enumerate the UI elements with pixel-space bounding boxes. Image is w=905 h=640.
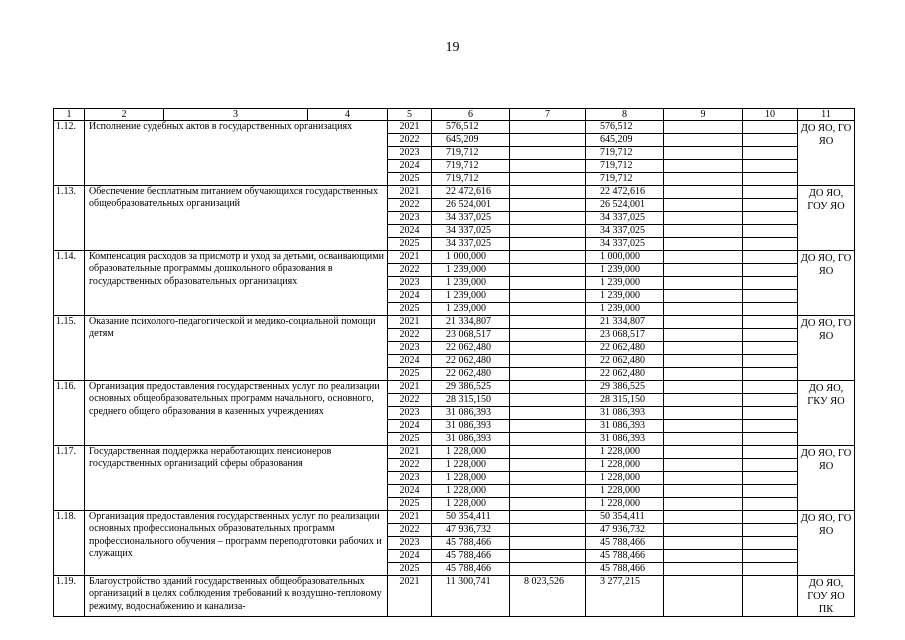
empty-cell-9	[664, 316, 743, 329]
item-name: Обеспечение бесплатным питанием обучающихся государственных общеобразовательных организаций	[85, 186, 388, 251]
regional-cell: 22 472,616	[586, 186, 664, 199]
regional-cell: 1 228,000	[586, 498, 664, 511]
empty-cell-10	[743, 420, 798, 433]
federal-cell	[510, 199, 586, 212]
header-cell: 7	[510, 109, 586, 121]
empty-cell-10	[743, 355, 798, 368]
empty-cell-10	[743, 511, 798, 524]
empty-cell-9	[664, 394, 743, 407]
empty-cell-9	[664, 303, 743, 316]
regional-cell: 31 086,393	[586, 433, 664, 446]
empty-cell-10	[743, 576, 798, 617]
year-cell: 2023	[388, 277, 432, 290]
item-number: 1.12.	[54, 121, 85, 186]
empty-cell-10	[743, 173, 798, 186]
year-cell: 2022	[388, 459, 432, 472]
total-cell: 1 239,000	[432, 277, 510, 290]
total-cell: 45 788,466	[432, 550, 510, 563]
regional-cell: 3 277,215	[586, 576, 664, 617]
regional-cell: 21 334,807	[586, 316, 664, 329]
year-cell: 2024	[388, 355, 432, 368]
empty-cell-9	[664, 329, 743, 342]
empty-cell-10	[743, 251, 798, 264]
regional-cell: 31 086,393	[586, 407, 664, 420]
total-cell: 1 228,000	[432, 459, 510, 472]
header-cell: 8	[586, 109, 664, 121]
federal-cell	[510, 563, 586, 576]
regional-cell: 1 000,000	[586, 251, 664, 264]
responsible-cell: ДО ЯО, ГО ЯО	[798, 121, 855, 186]
year-cell: 2025	[388, 173, 432, 186]
year-cell: 2023	[388, 342, 432, 355]
empty-cell-10	[743, 329, 798, 342]
federal-cell	[510, 446, 586, 459]
federal-cell	[510, 394, 586, 407]
regional-cell: 1 228,000	[586, 472, 664, 485]
total-cell: 31 086,393	[432, 420, 510, 433]
regional-cell: 45 788,466	[586, 550, 664, 563]
total-cell: 22 472,616	[432, 186, 510, 199]
regional-cell: 22 062,480	[586, 368, 664, 381]
year-cell: 2023	[388, 147, 432, 160]
empty-cell-10	[743, 407, 798, 420]
regional-cell: 47 936,732	[586, 524, 664, 537]
item-name: Компенсация расходов за присмотр и уход за детьми, осваивающими образовательные программы дошкольного образования в государственных образовательных организациях	[85, 251, 388, 316]
responsible-cell: ДО ЯО, ГО ЯО	[798, 511, 855, 576]
header-cell: 6	[432, 109, 510, 121]
regional-cell: 719,712	[586, 160, 664, 173]
total-cell: 576,512	[432, 121, 510, 134]
empty-cell-9	[664, 433, 743, 446]
header-row	[54, 109, 855, 121]
empty-cell-9	[664, 420, 743, 433]
federal-cell	[510, 381, 586, 394]
year-cell: 2021	[388, 511, 432, 524]
budget-table	[53, 108, 855, 617]
empty-cell-10	[743, 160, 798, 173]
item-name: Оказание психолого-педагогической и медико-социальной помощи детям	[85, 316, 388, 381]
table-row	[54, 251, 855, 264]
total-cell: 31 086,393	[432, 407, 510, 420]
empty-cell-9	[664, 173, 743, 186]
empty-cell-10	[743, 368, 798, 381]
year-cell: 2022	[388, 329, 432, 342]
item-name: Организация предоставления государственных услуг по реализации основных общеобразовательных программ начального, основного, среднего общего образования в казенных учреждениях	[85, 381, 388, 446]
federal-cell	[510, 550, 586, 563]
year-cell: 2023	[388, 407, 432, 420]
table-row	[54, 511, 855, 524]
year-cell: 2025	[388, 433, 432, 446]
empty-cell-9	[664, 238, 743, 251]
regional-cell: 1 228,000	[586, 485, 664, 498]
regional-cell: 50 354,411	[586, 511, 664, 524]
item-number: 1.13.	[54, 186, 85, 251]
total-cell: 1 228,000	[432, 472, 510, 485]
empty-cell-9	[664, 550, 743, 563]
year-cell: 2024	[388, 420, 432, 433]
empty-cell-10	[743, 498, 798, 511]
federal-cell	[510, 524, 586, 537]
total-cell: 719,712	[432, 173, 510, 186]
year-cell: 2024	[388, 225, 432, 238]
federal-cell	[510, 238, 586, 251]
federal-cell	[510, 121, 586, 134]
year-cell: 2022	[388, 199, 432, 212]
empty-cell-10	[743, 277, 798, 290]
year-cell: 2021	[388, 381, 432, 394]
empty-cell-9	[664, 277, 743, 290]
empty-cell-9	[664, 407, 743, 420]
empty-cell-9	[664, 446, 743, 459]
item-number: 1.18.	[54, 511, 85, 576]
empty-cell-9	[664, 563, 743, 576]
regional-cell: 1 228,000	[586, 446, 664, 459]
header-cell: 11	[798, 109, 855, 121]
federal-cell	[510, 472, 586, 485]
year-cell: 2021	[388, 251, 432, 264]
total-cell: 22 062,480	[432, 368, 510, 381]
responsible-cell: ДО ЯО, ГКУ ЯО	[798, 381, 855, 446]
total-cell: 719,712	[432, 147, 510, 160]
empty-cell-10	[743, 238, 798, 251]
year-cell: 2025	[388, 303, 432, 316]
page-number: 19	[445, 40, 460, 55]
empty-cell-10	[743, 121, 798, 134]
year-cell: 2025	[388, 563, 432, 576]
responsible-cell: ДО ЯО, ГО ЯО	[798, 251, 855, 316]
responsible-cell: ДО ЯО, ГО ЯО	[798, 446, 855, 511]
regional-cell: 1 239,000	[586, 303, 664, 316]
federal-cell	[510, 173, 586, 186]
empty-cell-9	[664, 225, 743, 238]
total-cell: 26 524,001	[432, 199, 510, 212]
year-cell: 2023	[388, 537, 432, 550]
empty-cell-9	[664, 511, 743, 524]
year-cell: 2024	[388, 160, 432, 173]
federal-cell	[510, 485, 586, 498]
empty-cell-10	[743, 472, 798, 485]
year-cell: 2022	[388, 524, 432, 537]
empty-cell-10	[743, 290, 798, 303]
empty-cell-10	[743, 381, 798, 394]
empty-cell-9	[664, 264, 743, 277]
table-row	[54, 186, 855, 199]
empty-cell-9	[664, 576, 743, 617]
year-cell: 2021	[388, 576, 432, 617]
regional-cell: 1 239,000	[586, 264, 664, 277]
empty-cell-9	[664, 199, 743, 212]
header-cell: 1	[54, 109, 85, 121]
federal-cell	[510, 368, 586, 381]
federal-cell	[510, 329, 586, 342]
item-number: 1.14.	[54, 251, 85, 316]
empty-cell-10	[743, 550, 798, 563]
responsible-cell: ДО ЯО, ГОУ ЯО ПК	[798, 576, 855, 617]
federal-cell	[510, 355, 586, 368]
federal-cell	[510, 290, 586, 303]
empty-cell-9	[664, 290, 743, 303]
federal-cell	[510, 160, 586, 173]
empty-cell-9	[664, 342, 743, 355]
regional-cell: 1 239,000	[586, 290, 664, 303]
federal-cell	[510, 212, 586, 225]
total-cell: 1 228,000	[432, 485, 510, 498]
empty-cell-9	[664, 459, 743, 472]
table-row	[54, 576, 855, 617]
item-name: Исполнение судебных актов в государственных организациях	[85, 121, 388, 186]
regional-cell: 645,209	[586, 134, 664, 147]
total-cell: 1 228,000	[432, 498, 510, 511]
empty-cell-10	[743, 199, 798, 212]
year-cell: 2021	[388, 446, 432, 459]
total-cell: 45 788,466	[432, 563, 510, 576]
empty-cell-10	[743, 264, 798, 277]
federal-cell	[510, 342, 586, 355]
empty-cell-10	[743, 485, 798, 498]
empty-cell-9	[664, 121, 743, 134]
table-row	[54, 316, 855, 329]
total-cell: 28 315,150	[432, 394, 510, 407]
empty-cell-10	[743, 147, 798, 160]
empty-cell-9	[664, 472, 743, 485]
federal-cell	[510, 433, 586, 446]
empty-cell-10	[743, 459, 798, 472]
regional-cell: 23 068,517	[586, 329, 664, 342]
year-cell: 2021	[388, 316, 432, 329]
header-cell: 4	[308, 109, 388, 121]
total-cell: 11 300,741	[432, 576, 510, 617]
total-cell: 719,712	[432, 160, 510, 173]
header-cell: 9	[664, 109, 743, 121]
empty-cell-9	[664, 381, 743, 394]
empty-cell-9	[664, 186, 743, 199]
year-cell: 2023	[388, 212, 432, 225]
year-cell: 2025	[388, 368, 432, 381]
year-cell: 2024	[388, 290, 432, 303]
item-name: Государственная поддержка неработающих пенсионеров государственных организаций сферы образования	[85, 446, 388, 511]
empty-cell-9	[664, 251, 743, 264]
empty-cell-9	[664, 147, 743, 160]
empty-cell-9	[664, 498, 743, 511]
total-cell: 45 788,466	[432, 537, 510, 550]
empty-cell-10	[743, 433, 798, 446]
federal-cell	[510, 420, 586, 433]
empty-cell-9	[664, 537, 743, 550]
empty-cell-9	[664, 134, 743, 147]
regional-cell: 22 062,480	[586, 355, 664, 368]
item-number: 1.17.	[54, 446, 85, 511]
table-row	[54, 121, 855, 134]
federal-cell	[510, 225, 586, 238]
total-cell: 34 337,025	[432, 238, 510, 251]
regional-cell: 719,712	[586, 173, 664, 186]
federal-cell	[510, 407, 586, 420]
year-cell: 2024	[388, 550, 432, 563]
total-cell: 1 239,000	[432, 264, 510, 277]
empty-cell-10	[743, 537, 798, 550]
total-cell: 21 334,807	[432, 316, 510, 329]
item-number: 1.15.	[54, 316, 85, 381]
federal-cell	[510, 147, 586, 160]
federal-cell	[510, 264, 586, 277]
federal-cell	[510, 134, 586, 147]
regional-cell: 29 386,525	[586, 381, 664, 394]
header-cell: 5	[388, 109, 432, 121]
federal-cell	[510, 459, 586, 472]
regional-cell: 45 788,466	[586, 563, 664, 576]
regional-cell: 576,512	[586, 121, 664, 134]
header-cell: 3	[164, 109, 308, 121]
total-cell: 22 062,480	[432, 355, 510, 368]
year-cell: 2021	[388, 186, 432, 199]
regional-cell: 719,712	[586, 147, 664, 160]
regional-cell: 31 086,393	[586, 420, 664, 433]
item-number: 1.19.	[54, 576, 85, 617]
item-name: Благоустройство зданий государственных общеобразовательных организаций в целях соблюдения требований к воздушно-тепловому режиму, водоснабжению и канализа-	[85, 576, 388, 617]
federal-cell	[510, 186, 586, 199]
empty-cell-10	[743, 342, 798, 355]
federal-cell	[510, 537, 586, 550]
regional-cell: 22 062,480	[586, 342, 664, 355]
total-cell: 34 337,025	[432, 225, 510, 238]
regional-cell: 34 337,025	[586, 212, 664, 225]
empty-cell-10	[743, 394, 798, 407]
empty-cell-10	[743, 212, 798, 225]
table-row	[54, 381, 855, 394]
year-cell: 2022	[388, 394, 432, 407]
item-number: 1.16.	[54, 381, 85, 446]
year-cell: 2022	[388, 264, 432, 277]
federal-cell	[510, 511, 586, 524]
regional-cell: 26 524,001	[586, 199, 664, 212]
empty-cell-10	[743, 303, 798, 316]
regional-cell: 34 337,025	[586, 225, 664, 238]
year-cell: 2021	[388, 121, 432, 134]
total-cell: 1 239,000	[432, 303, 510, 316]
empty-cell-9	[664, 368, 743, 381]
total-cell: 1 239,000	[432, 290, 510, 303]
federal-cell: 8 023,526	[510, 576, 586, 617]
total-cell: 47 936,732	[432, 524, 510, 537]
header-cell: 10	[743, 109, 798, 121]
total-cell: 22 062,480	[432, 342, 510, 355]
empty-cell-10	[743, 225, 798, 238]
item-name: Организация предоставления государственных услуг по реализации основных профессиональных образовательных программ профессионального обучения – программ переподготовки рабочих и служащих	[85, 511, 388, 576]
regional-cell: 34 337,025	[586, 238, 664, 251]
federal-cell	[510, 316, 586, 329]
responsible-cell: ДО ЯО, ГО ЯО	[798, 316, 855, 381]
total-cell: 31 086,393	[432, 433, 510, 446]
empty-cell-10	[743, 446, 798, 459]
empty-cell-10	[743, 316, 798, 329]
empty-cell-9	[664, 160, 743, 173]
federal-cell	[510, 251, 586, 264]
year-cell: 2022	[388, 134, 432, 147]
total-cell: 50 354,411	[432, 511, 510, 524]
year-cell: 2024	[388, 485, 432, 498]
year-cell: 2023	[388, 472, 432, 485]
empty-cell-10	[743, 134, 798, 147]
total-cell: 645,209	[432, 134, 510, 147]
empty-cell-9	[664, 355, 743, 368]
total-cell: 29 386,525	[432, 381, 510, 394]
empty-cell-9	[664, 212, 743, 225]
year-cell: 2025	[388, 238, 432, 251]
year-cell: 2025	[388, 498, 432, 511]
regional-cell: 28 315,150	[586, 394, 664, 407]
responsible-cell: ДО ЯО, ГОУ ЯО	[798, 186, 855, 251]
empty-cell-10	[743, 563, 798, 576]
federal-cell	[510, 498, 586, 511]
regional-cell: 1 228,000	[586, 459, 664, 472]
table-row	[54, 446, 855, 459]
federal-cell	[510, 277, 586, 290]
empty-cell-9	[664, 485, 743, 498]
empty-cell-10	[743, 524, 798, 537]
federal-cell	[510, 303, 586, 316]
regional-cell: 1 239,000	[586, 277, 664, 290]
header-cell: 2	[85, 109, 164, 121]
regional-cell: 45 788,466	[586, 537, 664, 550]
total-cell: 34 337,025	[432, 212, 510, 225]
total-cell: 1 228,000	[432, 446, 510, 459]
empty-cell-9	[664, 524, 743, 537]
total-cell: 1 000,000	[432, 251, 510, 264]
empty-cell-10	[743, 186, 798, 199]
total-cell: 23 068,517	[432, 329, 510, 342]
